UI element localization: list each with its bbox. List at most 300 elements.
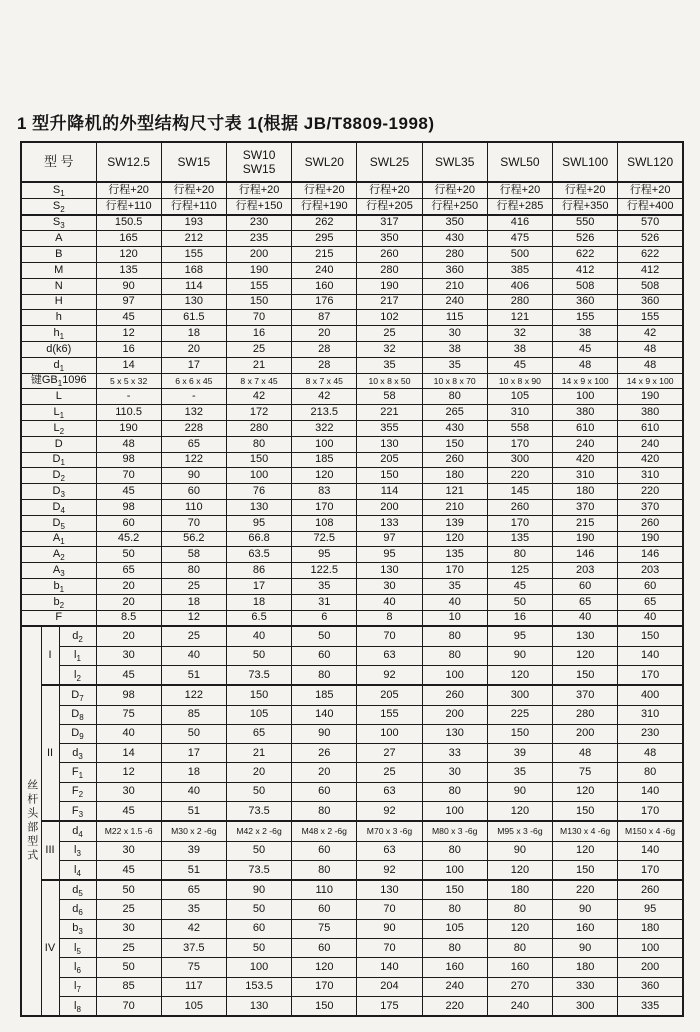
value-cell: 205 bbox=[357, 452, 422, 468]
value-cell: 20 bbox=[96, 578, 161, 594]
value-cell: 37.5 bbox=[161, 939, 226, 958]
table-row bbox=[21, 373, 683, 389]
row-label: $D_1$ bbox=[21, 452, 96, 468]
value-cell: 97 bbox=[357, 531, 422, 547]
value-cell: 72.5 bbox=[292, 531, 357, 547]
value-cell: 45 bbox=[96, 484, 161, 500]
value-cell: 122 bbox=[161, 685, 226, 705]
value-cell: 130 bbox=[161, 294, 226, 310]
value-cell: 360 bbox=[422, 262, 487, 278]
value-cell: 260 bbox=[422, 685, 487, 705]
value-cell: 42 bbox=[161, 919, 226, 938]
value-cell: 14 x 9 x 100 bbox=[618, 373, 683, 389]
row-label: $D_3$ bbox=[21, 484, 96, 500]
value-cell: 18 bbox=[161, 763, 226, 782]
value-cell: 185 bbox=[292, 685, 357, 705]
value-cell: 100 bbox=[422, 801, 487, 821]
value-cell: 60 bbox=[226, 919, 291, 938]
value-cell: 170 bbox=[487, 436, 552, 452]
value-cell: 48 bbox=[618, 744, 683, 763]
value-cell: 190 bbox=[96, 420, 161, 436]
value-cell: 110 bbox=[161, 499, 226, 515]
value-cell: 420 bbox=[553, 452, 618, 468]
value-cell: 120 bbox=[553, 782, 618, 801]
value-cell: 20 bbox=[226, 763, 291, 782]
value-cell: 203 bbox=[553, 563, 618, 579]
row-label: $d_3$ bbox=[59, 744, 96, 763]
value-cell: 133 bbox=[357, 515, 422, 531]
value-cell: 45 bbox=[487, 357, 552, 373]
value-cell: 35 bbox=[357, 357, 422, 373]
value-cell: 310 bbox=[618, 468, 683, 484]
value-cell: 50 bbox=[226, 900, 291, 919]
value-cell: 39 bbox=[487, 744, 552, 763]
value-cell: 20 bbox=[96, 626, 161, 646]
value-cell: 17 bbox=[161, 744, 226, 763]
value-cell: 8.5 bbox=[96, 610, 161, 626]
row-label: $A_1$ bbox=[21, 531, 96, 547]
value-cell: 90 bbox=[553, 939, 618, 958]
value-cell: 80 bbox=[422, 841, 487, 860]
value-cell: 135 bbox=[96, 262, 161, 278]
value-cell: 125 bbox=[487, 563, 552, 579]
value-cell: 35 bbox=[422, 357, 487, 373]
value-cell: 10 x 8 x 90 bbox=[487, 373, 552, 389]
value-cell: 105 bbox=[422, 919, 487, 938]
group-label: III bbox=[41, 821, 59, 880]
value-cell: 32 bbox=[357, 341, 422, 357]
value-cell: 100 bbox=[226, 468, 291, 484]
value-cell: 26 bbox=[292, 744, 357, 763]
value-cell: 212 bbox=[161, 231, 226, 247]
header-row bbox=[21, 142, 683, 182]
value-cell: 14 x 9 x 100 bbox=[553, 373, 618, 389]
row-label: $d_1$ bbox=[21, 357, 96, 373]
value-cell: 70 bbox=[357, 900, 422, 919]
value-cell: 80 bbox=[422, 900, 487, 919]
value-cell: 28 bbox=[292, 341, 357, 357]
value-cell: 45 bbox=[96, 665, 161, 685]
value-cell: 50 bbox=[226, 646, 291, 665]
value-cell: 61.5 bbox=[161, 310, 226, 326]
value-cell: 63 bbox=[357, 782, 422, 801]
table-row bbox=[21, 996, 683, 1016]
value-cell: 35 bbox=[422, 578, 487, 594]
value-cell: 176 bbox=[292, 294, 357, 310]
value-cell: M130 x 4 -6g bbox=[553, 821, 618, 841]
value-cell: 51 bbox=[161, 665, 226, 685]
value-cell: 200 bbox=[357, 499, 422, 515]
value-cell: 80 bbox=[422, 389, 487, 405]
row-label: $l_4$ bbox=[59, 860, 96, 880]
value-cell: 28 bbox=[292, 357, 357, 373]
row-label: $S_2$ bbox=[21, 198, 96, 214]
value-cell: 220 bbox=[422, 996, 487, 1016]
value-cell: 130 bbox=[422, 724, 487, 743]
value-cell: 193 bbox=[161, 215, 226, 231]
table-row bbox=[21, 341, 683, 357]
table-row bbox=[21, 294, 683, 310]
value-cell: 130 bbox=[357, 436, 422, 452]
value-cell: M42 x 2 -6g bbox=[226, 821, 291, 841]
value-cell: 80 bbox=[487, 939, 552, 958]
value-cell: 6 bbox=[292, 610, 357, 626]
value-cell: 60 bbox=[161, 484, 226, 500]
row-label: $l_2$ bbox=[59, 665, 96, 685]
row-label: $L_2$ bbox=[21, 420, 96, 436]
value-cell: 90 bbox=[226, 880, 291, 900]
value-cell: 70 bbox=[226, 310, 291, 326]
table-row bbox=[21, 326, 683, 342]
value-cell: 60 bbox=[553, 578, 618, 594]
value-cell: 122 bbox=[161, 452, 226, 468]
value-cell: 30 bbox=[96, 782, 161, 801]
value-cell: 150 bbox=[292, 996, 357, 1016]
value-cell: 160 bbox=[487, 958, 552, 977]
value-cell: 21 bbox=[226, 744, 291, 763]
value-cell: 180 bbox=[553, 958, 618, 977]
value-cell: 90 bbox=[487, 841, 552, 860]
value-cell: 140 bbox=[618, 782, 683, 801]
value-cell: 10 bbox=[422, 610, 487, 626]
dimension-table bbox=[20, 141, 684, 1017]
value-cell: 100 bbox=[618, 939, 683, 958]
value-cell: 90 bbox=[487, 646, 552, 665]
value-cell: 100 bbox=[422, 665, 487, 685]
value-cell: M150 x 4 -6g bbox=[618, 821, 683, 841]
value-cell: M30 x 2 -6g bbox=[161, 821, 226, 841]
value-cell: 50 bbox=[96, 880, 161, 900]
value-cell: - bbox=[161, 389, 226, 405]
value-cell: 145 bbox=[487, 484, 552, 500]
value-cell: 行程+20 bbox=[161, 182, 226, 198]
value-cell: 100 bbox=[553, 389, 618, 405]
value-cell: 260 bbox=[422, 452, 487, 468]
value-cell: 165 bbox=[96, 231, 161, 247]
side-section-label: 丝杆头部型式 bbox=[21, 626, 41, 1016]
value-cell: 190 bbox=[357, 278, 422, 294]
value-cell: 526 bbox=[618, 231, 683, 247]
table-row bbox=[21, 547, 683, 563]
value-cell: 40 bbox=[422, 594, 487, 610]
value-cell: 95 bbox=[357, 547, 422, 563]
value-cell: 240 bbox=[422, 294, 487, 310]
value-cell: 95 bbox=[618, 900, 683, 919]
value-cell: 370 bbox=[618, 499, 683, 515]
value-cell: 412 bbox=[618, 262, 683, 278]
value-cell: 48 bbox=[96, 436, 161, 452]
row-label: $D_7$ bbox=[59, 685, 96, 705]
value-cell: 120 bbox=[96, 247, 161, 263]
value-cell: 430 bbox=[422, 231, 487, 247]
value-cell: 322 bbox=[292, 420, 357, 436]
table-row bbox=[21, 452, 683, 468]
value-cell: 75 bbox=[553, 763, 618, 782]
table-header bbox=[21, 142, 683, 182]
value-cell: 90 bbox=[292, 724, 357, 743]
value-cell: 121 bbox=[487, 310, 552, 326]
value-cell: 18 bbox=[161, 594, 226, 610]
value-cell: 240 bbox=[487, 996, 552, 1016]
value-cell: 30 bbox=[96, 841, 161, 860]
value-cell: 58 bbox=[161, 547, 226, 563]
value-cell: 170 bbox=[618, 665, 683, 685]
value-cell: 360 bbox=[553, 294, 618, 310]
value-cell: 50 bbox=[161, 724, 226, 743]
row-label: $l_3$ bbox=[59, 841, 96, 860]
value-cell: 280 bbox=[422, 247, 487, 263]
value-cell: 95 bbox=[487, 626, 552, 646]
value-cell: 60 bbox=[292, 841, 357, 860]
value-cell: 48 bbox=[553, 357, 618, 373]
value-cell: 622 bbox=[553, 247, 618, 263]
value-cell: 行程+250 bbox=[422, 198, 487, 214]
value-cell: 230 bbox=[226, 215, 291, 231]
table-row bbox=[21, 705, 683, 724]
table-row bbox=[21, 977, 683, 996]
value-cell: 65 bbox=[96, 563, 161, 579]
value-cell: 135 bbox=[487, 531, 552, 547]
value-cell: 317 bbox=[357, 215, 422, 231]
value-cell: 45 bbox=[96, 310, 161, 326]
row-label: $A_2$ bbox=[21, 547, 96, 563]
value-cell: 130 bbox=[226, 996, 291, 1016]
value-cell: 10 x 8 x 50 bbox=[357, 373, 422, 389]
value-cell: 51 bbox=[161, 801, 226, 821]
table-row bbox=[21, 665, 683, 685]
table-row bbox=[21, 578, 683, 594]
value-cell: 40 bbox=[161, 646, 226, 665]
value-cell: 558 bbox=[487, 420, 552, 436]
value-cell: 130 bbox=[226, 499, 291, 515]
value-cell: 228 bbox=[161, 420, 226, 436]
value-cell: 30 bbox=[422, 326, 487, 342]
value-cell: 50 bbox=[292, 626, 357, 646]
value-cell: 27 bbox=[357, 744, 422, 763]
value-cell: 170 bbox=[618, 860, 683, 880]
value-cell: 80 bbox=[161, 563, 226, 579]
value-cell: 262 bbox=[292, 215, 357, 231]
value-cell: 210 bbox=[422, 499, 487, 515]
table-row bbox=[21, 182, 683, 198]
value-cell: 120 bbox=[487, 919, 552, 938]
value-cell: 155 bbox=[553, 310, 618, 326]
table-row bbox=[21, 357, 683, 373]
row-label: $d_4$ bbox=[59, 821, 96, 841]
value-cell: 100 bbox=[357, 724, 422, 743]
value-cell: 行程+20 bbox=[292, 182, 357, 198]
value-cell: 76 bbox=[226, 484, 291, 500]
value-cell: 120 bbox=[487, 801, 552, 821]
value-cell: 12 bbox=[96, 326, 161, 342]
row-label: $L_1$ bbox=[21, 405, 96, 421]
value-cell: 217 bbox=[357, 294, 422, 310]
value-cell: 102 bbox=[357, 310, 422, 326]
table-row bbox=[21, 389, 683, 405]
value-cell: 310 bbox=[553, 468, 618, 484]
value-cell: 235 bbox=[226, 231, 291, 247]
value-cell: 155 bbox=[226, 278, 291, 294]
table-row bbox=[21, 958, 683, 977]
corner-label: 型 号 bbox=[21, 142, 96, 182]
value-cell: 73.5 bbox=[226, 860, 291, 880]
value-cell: 98 bbox=[96, 452, 161, 468]
value-cell: 350 bbox=[357, 231, 422, 247]
row-label: $l_6$ bbox=[59, 958, 96, 977]
value-cell: 63.5 bbox=[226, 547, 291, 563]
value-cell: 170 bbox=[487, 515, 552, 531]
value-cell: 260 bbox=[487, 499, 552, 515]
value-cell: 80 bbox=[487, 900, 552, 919]
table-row bbox=[21, 594, 683, 610]
row-label: $S_3$ bbox=[21, 215, 96, 231]
value-cell: 150 bbox=[226, 452, 291, 468]
value-cell: 行程+20 bbox=[96, 182, 161, 198]
row-label: $D_5$ bbox=[21, 515, 96, 531]
value-cell: 50 bbox=[96, 958, 161, 977]
value-cell: 150 bbox=[422, 436, 487, 452]
value-cell: 610 bbox=[618, 420, 683, 436]
value-cell: 140 bbox=[618, 646, 683, 665]
value-cell: 16 bbox=[226, 326, 291, 342]
value-cell: 100 bbox=[292, 436, 357, 452]
value-cell: 25 bbox=[161, 578, 226, 594]
value-cell: 220 bbox=[487, 468, 552, 484]
row-label: B bbox=[21, 247, 96, 263]
value-cell: 行程+20 bbox=[422, 182, 487, 198]
row-label: $D_2$ bbox=[21, 468, 96, 484]
value-cell: 50 bbox=[226, 939, 291, 958]
value-cell: 150 bbox=[553, 801, 618, 821]
value-cell: 48 bbox=[618, 357, 683, 373]
value-cell: 80 bbox=[422, 939, 487, 958]
value-cell: 130 bbox=[357, 880, 422, 900]
value-cell: 行程+20 bbox=[226, 182, 291, 198]
value-cell: 18 bbox=[161, 326, 226, 342]
value-cell: M70 x 3 -6g bbox=[357, 821, 422, 841]
value-cell: 150 bbox=[226, 294, 291, 310]
model-header: SW15 bbox=[161, 142, 226, 182]
value-cell: 42 bbox=[618, 326, 683, 342]
row-label: $b_2$ bbox=[21, 594, 96, 610]
value-cell: 240 bbox=[292, 262, 357, 278]
value-cell: 168 bbox=[161, 262, 226, 278]
value-cell: 150.5 bbox=[96, 215, 161, 231]
table-row bbox=[21, 685, 683, 705]
value-cell: 92 bbox=[357, 801, 422, 821]
value-cell: 90 bbox=[553, 900, 618, 919]
value-cell: 8 bbox=[357, 610, 422, 626]
value-cell: 80 bbox=[422, 646, 487, 665]
model-header: SWL25 bbox=[357, 142, 422, 182]
value-cell: 45 bbox=[96, 801, 161, 821]
value-cell: 380 bbox=[553, 405, 618, 421]
value-cell: 行程+110 bbox=[161, 198, 226, 214]
value-cell: 70 bbox=[357, 939, 422, 958]
value-cell: 622 bbox=[618, 247, 683, 263]
table-row bbox=[21, 744, 683, 763]
value-cell: 51 bbox=[161, 860, 226, 880]
row-label: D bbox=[21, 436, 96, 452]
value-cell: 170 bbox=[292, 499, 357, 515]
model-header: SW12.5 bbox=[96, 142, 161, 182]
value-cell: 90 bbox=[487, 782, 552, 801]
value-cell: 66.8 bbox=[226, 531, 291, 547]
value-cell: 20 bbox=[96, 594, 161, 610]
value-cell: 190 bbox=[618, 389, 683, 405]
value-cell: 80 bbox=[487, 547, 552, 563]
value-cell: 行程+20 bbox=[618, 182, 683, 198]
table-row bbox=[21, 763, 683, 782]
value-cell: 230 bbox=[618, 724, 683, 743]
value-cell: 205 bbox=[357, 685, 422, 705]
row-label: A bbox=[21, 231, 96, 247]
table-row bbox=[21, 484, 683, 500]
value-cell: 20 bbox=[292, 763, 357, 782]
value-cell: 280 bbox=[487, 294, 552, 310]
value-cell: 31 bbox=[292, 594, 357, 610]
table-row bbox=[21, 821, 683, 841]
value-cell: 25 bbox=[161, 626, 226, 646]
value-cell: 60 bbox=[96, 515, 161, 531]
value-cell: 200 bbox=[226, 247, 291, 263]
value-cell: 20 bbox=[161, 341, 226, 357]
value-cell: M80 x 3 -6g bbox=[422, 821, 487, 841]
value-cell: 550 bbox=[553, 215, 618, 231]
value-cell: 95 bbox=[226, 515, 291, 531]
table-row bbox=[21, 499, 683, 515]
value-cell: 330 bbox=[553, 977, 618, 996]
value-cell: 6 x 6 x 45 bbox=[161, 373, 226, 389]
value-cell: 180 bbox=[422, 468, 487, 484]
value-cell: 190 bbox=[618, 531, 683, 547]
value-cell: 87 bbox=[292, 310, 357, 326]
value-cell: M95 x 3 -6g bbox=[487, 821, 552, 841]
value-cell: 70 bbox=[96, 468, 161, 484]
value-cell: 265 bbox=[422, 405, 487, 421]
value-cell: 45 bbox=[553, 341, 618, 357]
table-row bbox=[21, 646, 683, 665]
value-cell: 370 bbox=[553, 685, 618, 705]
value-cell: 行程+20 bbox=[357, 182, 422, 198]
table-row bbox=[21, 231, 683, 247]
value-cell: 40 bbox=[618, 610, 683, 626]
value-cell: 39 bbox=[161, 841, 226, 860]
value-cell: 570 bbox=[618, 215, 683, 231]
value-cell: 行程+285 bbox=[487, 198, 552, 214]
value-cell: 122.5 bbox=[292, 563, 357, 579]
value-cell: 260 bbox=[618, 515, 683, 531]
value-cell: 25 bbox=[357, 763, 422, 782]
value-cell: 150 bbox=[618, 626, 683, 646]
value-cell: 114 bbox=[161, 278, 226, 294]
value-cell: 190 bbox=[553, 531, 618, 547]
model-header: SWL120 bbox=[618, 142, 683, 182]
value-cell: 120 bbox=[422, 531, 487, 547]
value-cell: 48 bbox=[553, 744, 618, 763]
value-cell: 45.2 bbox=[96, 531, 161, 547]
row-label: $D_4$ bbox=[21, 499, 96, 515]
row-label: H bbox=[21, 294, 96, 310]
value-cell: 60 bbox=[618, 578, 683, 594]
value-cell: 17 bbox=[161, 357, 226, 373]
value-cell: 120 bbox=[487, 860, 552, 880]
row-label: L bbox=[21, 389, 96, 405]
value-cell: 200 bbox=[422, 705, 487, 724]
value-cell: 70 bbox=[161, 515, 226, 531]
value-cell: 146 bbox=[618, 547, 683, 563]
model-header: SWL50 bbox=[487, 142, 552, 182]
